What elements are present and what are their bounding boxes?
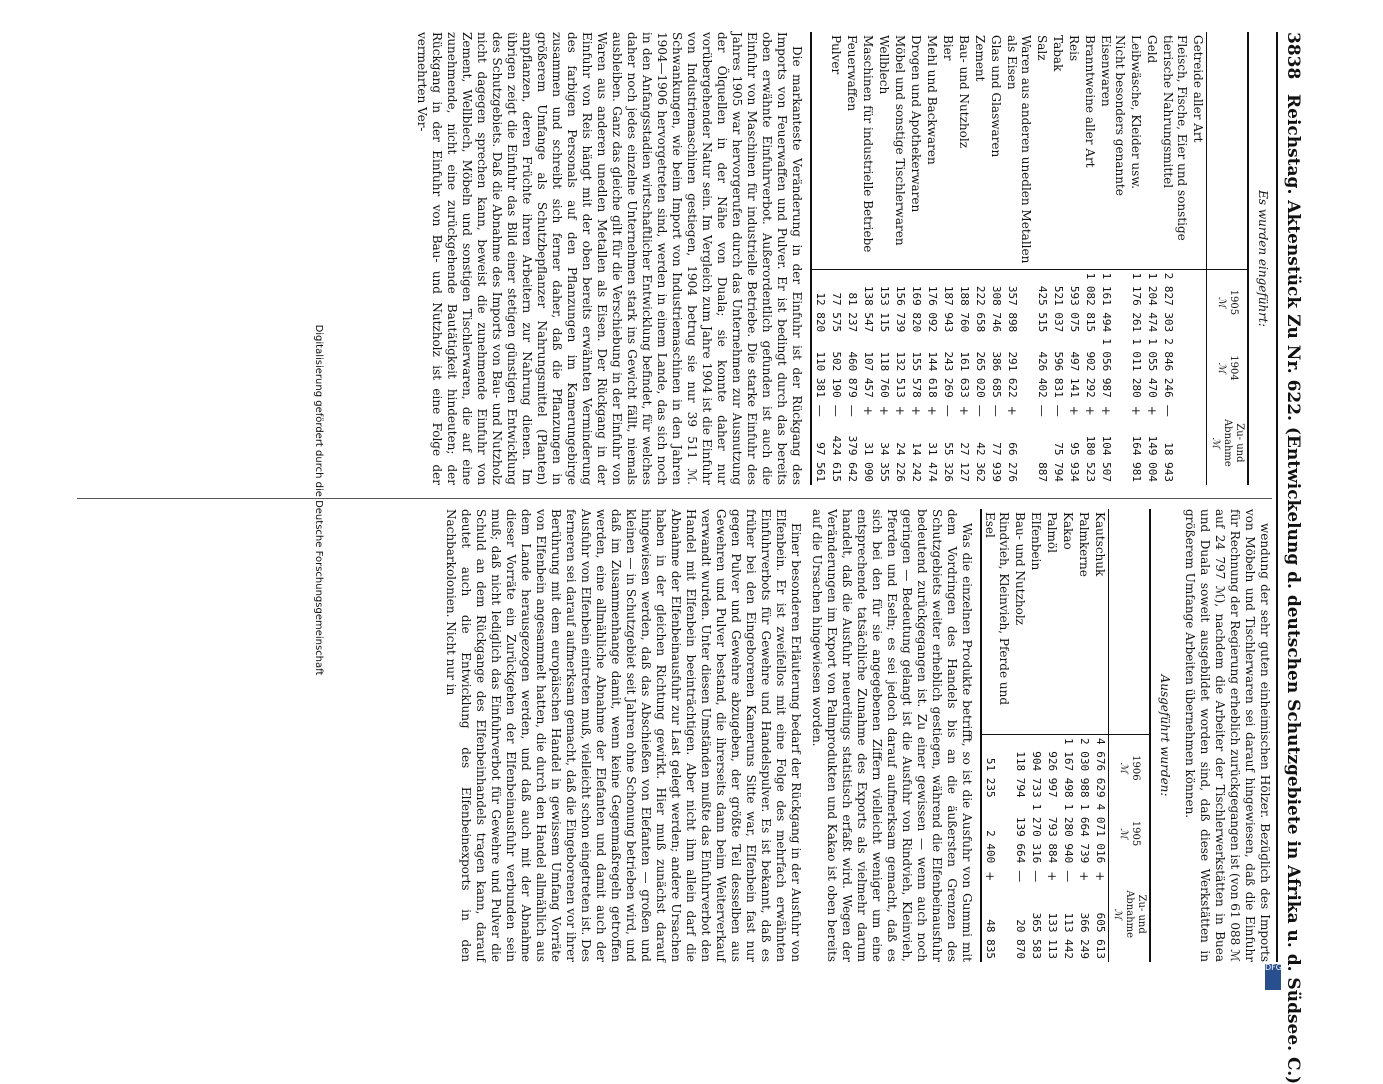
cell-label: Bau- und Nutzholz [956,32,972,269]
cell-b [1190,335,1207,401]
table-row [1050,32,1066,485]
cell-sign: + [1129,405,1143,416]
cell-b: 502 190 [830,351,843,398]
import-table-body [811,32,1207,485]
cell-c: 27 127 [958,442,971,482]
cell-b: 4 071 016 [1094,803,1107,864]
cell-b: 110 381 [814,351,827,398]
cell-label: Pulver [828,32,844,269]
cell-c: 365 583 [1030,912,1043,959]
table-row [828,32,844,485]
cell-b: 1 055 470 [1146,338,1159,398]
cell-a: 187 943 [942,285,955,333]
page-header [1276,32,1304,1084]
cell-sign: — [1013,870,1027,883]
cell-a: 308 746 [990,285,1003,333]
cell-a: 156 739 [894,285,907,333]
cell-a: 4 676 629 [1094,738,1107,798]
cell-label: Bier [940,32,956,269]
cell-a: 1 161 494 [1100,272,1113,333]
cell-a: 1 204 474 [1146,272,1159,333]
cell-c: 104 507 [1100,435,1113,482]
cell-sign: — [1061,870,1075,883]
cell-label: Fleisch, Fische, Eier und sonstige tierische Nahrungsmittel [1160,32,1190,269]
cell-c: 887 [1036,462,1049,482]
cell-sign: + [957,405,971,416]
cell-label: Bau- und Nutzholz [1012,509,1028,735]
cell-label [811,32,828,269]
table-row [981,509,1012,962]
cell-a: 425 515 [1036,285,1049,333]
cell-b: 155 578 [910,351,923,398]
cell-a: 2 827 303 [1162,272,1175,333]
cell-label: Drogen und Apothekerwaren [908,32,924,269]
cell-a: 153 115 [878,285,891,333]
cell-c: 34 355 [878,442,891,482]
import-label-header [1207,32,1249,269]
cell-c: 366 249 [1078,912,1091,959]
cell-a: 176 092 [926,285,939,333]
cell-c: 149 004 [1146,435,1159,482]
cell-a: 521 037 [1052,285,1065,333]
cell-c: 55 326 [942,442,955,482]
cell-sign: + [1083,405,1097,416]
cell-b: 243 269 [942,351,955,398]
left-body-text [414,32,804,485]
cell-sign: — [1029,870,1043,883]
cell-a: 12 820 [814,292,827,333]
table-row [892,32,908,485]
cell-label: Elfenbein [1028,509,1044,735]
cell-sign: + [1093,871,1107,882]
export-col-header: 1906 ℳ [1109,735,1151,801]
table-row [956,32,972,485]
cell-b: 1 011 280 [1130,338,1143,398]
cell-b: 265 020 [974,351,987,398]
table-row [1190,32,1207,485]
cell-a: 51 235 [984,757,997,798]
table-row [1160,32,1190,485]
export-col-header: Zu- und Abnahme ℳ [1109,866,1151,962]
cell-label: Branntweine aller Art [1082,32,1098,269]
right-top-paragraph: wendung der sehr guten einheimischen Hölzer. Bezüglich des Imports von Möbeln und Tischlerwaren sei darauf hingewiesen, daß die Einfuhr für Rechnung der Regierung erheblich zurückgegangen ist (von 61 088 ℳ auf 24 797 ℳ), nachdem die Arbeiter der Tischlerwerkstätten in Buea und Duala soweit ausgebildet worden sind, daß diese Werkstätten in größerem Umfange Arbeiten übernehmen können. [1183,509,1272,962]
body-paragraph: Was die einzelnen Produkte betrifft, so ist die Ausfuhr von Gummi mit dem Vordringen des Handels bis an die äußersten Grenzen des Schutzgebiets weiter erheblich gestiegen, während die Elfenbeinausfuhr bedeutend zurückgegangen ist. Zu einer gewissen — wenn auch noch geringen — Bedeutung gelangt ist die Ausfuhr von Rindvieh, Kleinvieh, Pferden und Eseln; es sei jedoch darauf aufmerksam gemacht, daß es sich bei den für sie angegebenen Ziffern vielleicht weniger um eine entsprechende tatsächliche Zunahme des Exports als vielmehr darum handelt, daß die Ausfuhr neuerdings statistisch erfaßt wird. Wegen der Veränderungen im Export von Palmprodukten und Kakao ist oben bereits auf die Ursachen hingewiesen worden. [810,509,974,962]
cell-c: 180 523 [1084,435,1097,482]
cell-sign: + [1077,871,1091,882]
cell-b: 144 618 [926,351,939,398]
cell-b: 107 457 [862,351,875,398]
table-row [876,32,892,485]
left-column [414,32,1272,485]
document-page [62,0,1314,1084]
cell-b: 460 879 [846,351,859,398]
cell-a: 169 820 [910,285,923,333]
table-row [860,32,876,485]
cell-sign: — [813,404,827,417]
body-paragraph: Einer besonderen Erläuterung bedarf der Rückgang in der Ausfuhr von Elfenbein. Er ist zweifellos mit eine Folge des mehrfach erwähnten Einfuhrverbots für Gewehre und Handelspulver. Es ist bekannt, daß es früher bei den Eingeborenen Kameruns Sitte war, Elfenbein fast nur gegen Pulver und Gewehre abzugeben, der größte Teil desselben aus Gewehren und Pulver bestand, die ihrerseits dann beim Weiterverkauf verwandt wurden. Unter diesen Umständen mußte das Einfuhrverbot den Handel mit Elfenbein beeinträchtigen. Aber nicht ihm allein darf die Abnahme der Elfenbeinausfuhr zur Last gelegt werden; andere Ursachen haben in der gleichen Richtung gewirkt. Hier muß zunächst darauf hingewiesen werden, daß das Abschießen von Elefanten — großen und kleinen — in Schutzgebiet seit Jahren ohne Schonung betrieben wird, und daß im Zusammenhange damit, wenn keine Gegenmaßregeln getroffen werden, eine allmähliche Abnahme der Elefanten und damit auch der Ausfuhr von Elfenbein eintreten muß, vielleicht schon eingetreten ist. Des ferneren sei darauf aufmerksam gemacht, daß die Eingeborenen vor ihrer Berührung mit dem europäischen Handel in gewissem Umfang Vorräte von Elfenbein angesammelt hatten, die durch den Handel allmählich aus dem Lande herausgezogen werden, und daß auch mit der Abnahme dieser Vorräte ein Zurückgehen der Elfenbeinausfuhr verbunden sein muß; daß nicht lediglich das Einfuhrverbot für Gewehre und Pulver die Schuld an dem Rückgange des Elfenbeinhandels tragen kann, darauf deutet auch die Entwicklung des Elfenbeinexports in den Nachbarkolonien. Nicht nur in [444,509,803,962]
cell-label: Wellblech [876,32,892,269]
right-body-text [443,509,974,962]
import-table [810,32,1249,485]
import-col-header: 1905 ℳ [1207,269,1249,335]
export-label-header [1109,509,1151,735]
cell-b: 1 056 987 [1100,338,1113,398]
cell-c: 424 615 [830,435,843,482]
table-row [1076,509,1092,962]
cell-label: Feuerwaffen [844,32,860,269]
cell-c [1190,421,1207,485]
cell-sign: + [861,405,875,416]
cell-a: 926 997 [1046,751,1059,798]
cell-b: 793 884 [1046,816,1059,864]
table-row [1060,509,1076,962]
import-col-header: Zu- und Abnahme ℳ [1207,401,1249,485]
cell-a: 1 082 815 [1084,272,1097,333]
cell-sign: — [845,404,859,417]
cell-b: 139 664 [1014,816,1027,864]
right-column [443,509,1272,962]
cell-label: Möbel und sonstige Tischlerwaren [892,32,908,269]
cell-label: Leibwäsche, Kleider usw. [1128,32,1144,269]
table-row [1066,32,1082,485]
cell-a: 1 167 498 [1062,738,1075,798]
cell-c: 14 242 [910,442,923,482]
cell-c: 95 934 [1068,442,1081,482]
cell-b: 596 831 [1052,351,1065,398]
table-row [1082,32,1098,485]
cell-c: 31 474 [926,442,939,482]
cell-sign: + [1145,405,1159,416]
cell-label: Kautschuk [1092,509,1109,735]
cell-a: 188 760 [958,285,971,333]
cell-label: Zement [972,32,988,269]
export-col-header: 1905 ℳ [1109,801,1151,867]
cell-a: 138 547 [862,285,875,333]
cell-c: 97 561 [814,442,827,482]
cell-c: 18 943 [1162,442,1175,482]
cell-a: 118 794 [1014,751,1027,798]
cell-c: 164 981 [1130,435,1143,482]
cell-c: 48 835 [984,919,997,959]
cell-b: 1 280 940 [1062,803,1075,864]
table-row [1092,509,1109,962]
table-row [908,32,924,485]
table-row [1012,509,1028,962]
cell-label: Glas und Glaswaren [988,32,1004,269]
cell-a: 904 733 [1030,751,1043,798]
table-row [844,32,860,485]
cell-b: 426 402 [1036,351,1049,398]
cell-label: Reis [1066,32,1082,269]
cell-b: 118 760 [878,351,891,398]
cell-c: 42 362 [974,442,987,482]
cell-b: 386 685 [990,351,1003,398]
cell-a: 77 575 [830,292,843,333]
cell-b: 132 513 [894,351,907,398]
cell-sign: + [925,405,939,416]
cell-sign: + [893,405,907,416]
table-row [1128,32,1144,485]
cell-sign: — [829,404,843,417]
cell-label: Salz [1034,32,1050,269]
cell-sign: + [1099,405,1113,416]
table-row [1034,32,1050,485]
cell-a: 1 176 261 [1130,272,1143,333]
cell-label: Maschinen für industrielle Betriebe [860,32,876,269]
cell-a: 81 237 [846,292,859,333]
cell-label: Palmkerne [1076,509,1092,735]
cell-label: Geld [1144,32,1160,269]
table-row [1098,32,1128,485]
cell-label: Rindvieh, Kleinvieh, Pferde und Esel [981,509,1012,735]
table-row [972,32,988,485]
cell-c: 113 442 [1062,912,1075,959]
cell-b: 1 664 739 [1078,803,1091,864]
cell-b: 2 846 246 [1162,338,1175,398]
cell-c: 24 226 [894,442,907,482]
page-number: 3838 [1283,32,1303,80]
cell-c: 133 113 [1046,912,1059,959]
export-table [980,509,1151,962]
cell-sign: + [1045,871,1059,882]
cell-sign: — [941,404,955,417]
cell-label: Palmöl [1044,509,1060,735]
table-row [988,32,1004,485]
cell-sign: + [909,405,923,416]
cell-b: 2 400 [984,830,997,864]
cell-sign: + [877,405,891,416]
column-separator [77,498,1272,499]
page-title: Reichstag. Aktenstück Zu Nr. 622. (Entwickelung d. deutschen Schutzgebiete in Afrika u. d. Südsee. C.) [1283,94,1303,1084]
cell-b: 291 622 [1006,351,1019,398]
cell-b: 161 633 [958,351,971,398]
cell-sign: — [989,404,1003,417]
cell-c: 379 642 [846,435,859,482]
import-intro: Es wurden eingeführt: [1256,190,1270,327]
cell-a: 593 075 [1068,285,1081,333]
cell-b: 1 270 316 [1030,803,1043,864]
digitization-credit: Digitalisierung gefördert durch die Deutsche Forschungsgemeinschaft [313,324,324,676]
cell-label: Tabak [1050,32,1066,269]
cell-label: Nicht besonders genannte Eisenwaren [1098,32,1128,269]
cell-sign: + [1067,405,1081,416]
cell-sign: — [973,404,987,417]
cell-label: Getreide aller Art [1190,32,1207,269]
cell-sign: — [1035,404,1049,417]
table-row [1044,509,1060,962]
cell-a: 2 030 988 [1078,738,1091,798]
export-intro: Ausgeführt wurden: [1158,674,1172,797]
body-paragraph: Die markanteste Veränderung in der Einfuhr ist der Rückgang des Imports von Feuerwaffen und Pulver. Er ist bedingt durch das bereits oben erwähnte Einfuhrverbot. Außerordentlich gefunden ist auch die Einfuhr von Maschinen für industrielle Betriebe. Die starke Einfuhr des Jahres 1905 war hervorgerufen durch das Unternehmen zur Ausnutzung der Ölquellen in der Nähe von Duala; sie konnte daher nur vorübergehender Natur sein. Im Vergleich zum Jahre 1904 ist die Einfuhr von Industriemaschinen gestiegen, 1904 betrug sie nur 39 511 ℳ. Schwankungen, wie beim Import von Industriemaschinen in den Jahren 1904—1906 hervorgetreten sind, werden in einem Lande, das sich noch in den Anfangsstadien wirtschaftlicher Entwicklung befindet, für welches daher noch jedes einzelne Unternehmen stark ins Gewicht fällt, niemals ausbleiben. Ganz das gleiche gilt für die Verschiebung in der Einfuhr von Waren aus anderen unedlen Metallen als Eisen. Der Rückgang in der Einfuhr von Reis hängt mit der oben bereits erwähnten Verminderung des farbigen Personals auf den Pflanzungen im Kamerungebirge zusammen und schreibt sich ferner daher, daß die Pflanzungen in größerem Umfange als Schutzbepflanzer Nahrungsmittel (Planten) anpflanzen, deren Früchte ihren Arbeitern zur Nahrung dienen. Im übrigen zeigt die Einfuhr das Bild einer stetigen günstigen Entwicklung des Schutzgebiets. Daß die Abnahme des Imports von Bau- und Nutzholz nicht dagegen sprechen kann, beweist die zunehmende Einfuhr von Zement, Wellblech, Möbeln und sonstigen Tischlerwaren, die auf eine zunehmende, nicht eine zurückgehende Bautätigkeit hindeuten; der Rückgang in der Einfuhr von Bau- und Nutzholz ist eine Folge der vermehrten Ver- [415,32,804,485]
cell-c: 605 613 [1094,912,1107,959]
table-row [1144,32,1160,485]
cell-b: 497 141 [1068,351,1081,398]
cell-sign: — [1051,404,1065,417]
cell-c: 20 870 [1014,919,1027,959]
cell-label: Mehl und Backwaren [924,32,940,269]
cell-c: 31 090 [862,442,875,482]
cell-c: 75 794 [1052,442,1065,482]
table-row [811,32,828,485]
cell-a: 357 898 [1006,285,1019,333]
cell-b: 902 292 [1084,351,1097,398]
export-table-body [981,509,1109,962]
table-row [1028,509,1044,962]
cell-sign: + [1005,405,1019,416]
cell-sign: — [1161,404,1175,417]
table-row [924,32,940,485]
cell-sign: + [983,871,997,882]
cell-label: Waren aus anderen unedlen Metallen als Eisen [1004,32,1034,269]
cell-c: 77 939 [990,442,1003,482]
import-col-header: 1904 ℳ [1207,335,1249,401]
table-row [1004,32,1034,485]
cell-c: 66 276 [1006,442,1019,482]
dfg-logo: DFG [1265,964,1281,990]
table-row [940,32,956,485]
cell-a: 222 658 [974,285,987,333]
cell-sign [1190,401,1207,421]
cell-label: Kakao [1060,509,1076,735]
cell-a [1190,269,1207,335]
